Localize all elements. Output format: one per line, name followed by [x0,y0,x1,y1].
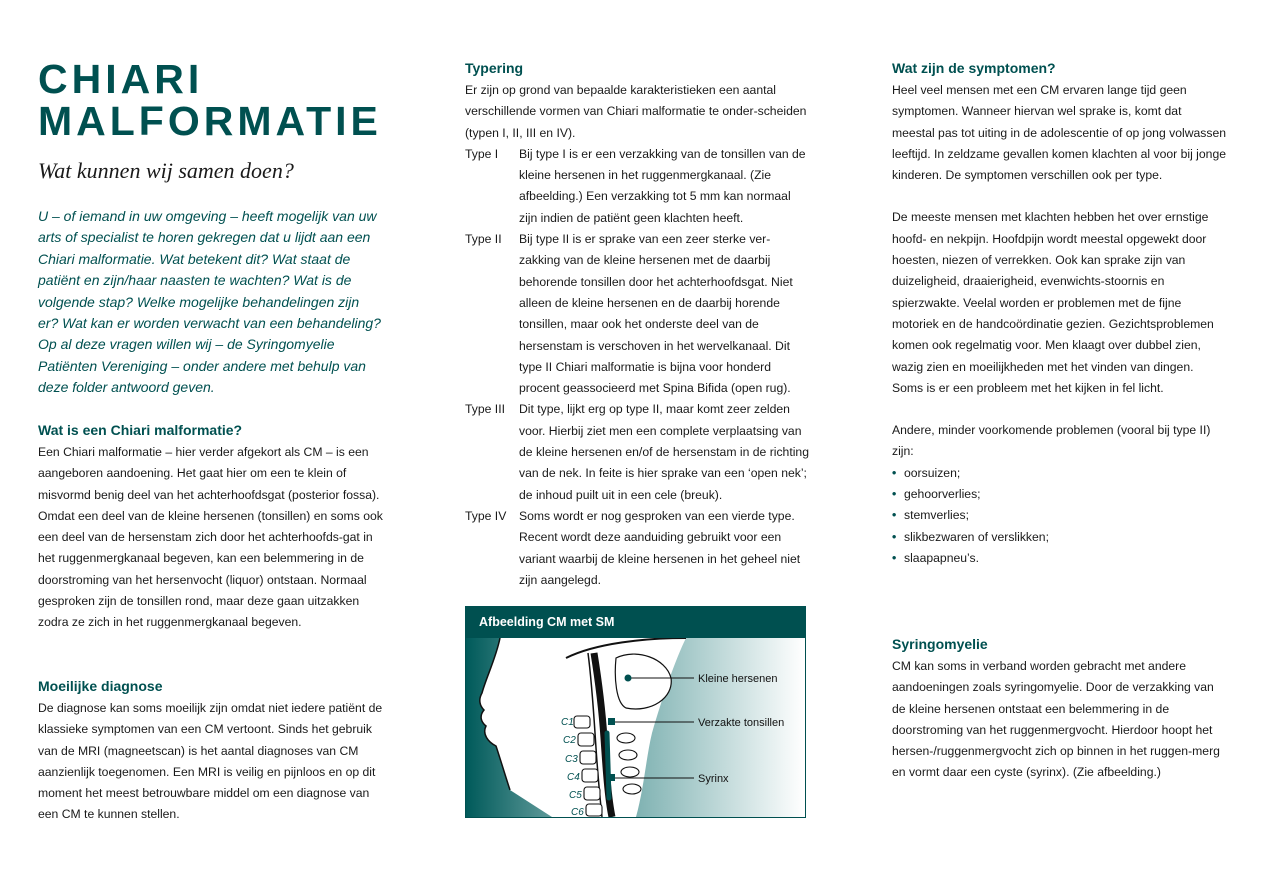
section-diagnosis [38,676,383,826]
section-heading: Wat zijn de symptomen? [892,60,1056,76]
list-item: • slaapapneu’s. [892,548,1227,569]
paragraph: CM kan soms in verband worden gebracht met andere aandoeningen zoals syringomyelie. Door de verzakking van de kleine hersenen ontstaat een belemmering in de doorstroming van het ruggenmergvocht. Hierdoor hoopt het hersen-/ruggenmergvocht zich op binnen in het ruggen-merg en vormt daar een cyste (syrinx). (Zie afbeelding.) [892,659,1220,780]
type-row [465,506,810,591]
label-vertebra: C3 [565,754,578,765]
list-item: • slikbezwaren of verslikken; [892,527,1227,548]
type-text: Dit type, lijkt erg op type II, maar komt zeer zelden voor. Hierbij ziet men een complete verplaatsing van de kleine hersenen en/of de hersenstam in de richting van de nek. In feite is hier sprake van een ‘open nek’; de inhoud puilt uit in een cele (breuk). [519,402,809,502]
type-row [465,229,810,399]
section-heading: Wat is een Chiari malformatie? [38,422,243,438]
paragraph: Er zijn op grond van bepaalde karakteristieken een aantal verschillende vormen van Chiari malformatie te onder-scheiden (typen I, II, III en IV). [465,83,807,140]
paragraph: De diagnose kan soms moeilijk zijn omdat niet iedere patiënt de klassieke symptomen van een CM vertoont. Sinds het gebruik van de MRI (magneetscan) is het aantal diagnoses van CM aanzienlijk toegenomen. Een MRI is veilig en pijnloos en op dit moment het meest betrouwbare middel om een diagnose van een CM te kunnen stellen. [38,701,383,822]
label-vertebra: C2 [563,735,576,746]
type-label: Type IV [465,508,507,523]
type-row [465,399,810,505]
title-line-2: MALFORMATIE [38,98,382,144]
figure-cm-sm [465,606,806,818]
section-heading: Syringomyelie [892,636,988,652]
section-heading: Typering [465,60,524,76]
paragraph: Omdat een deel van de kleine hersenen (tonsillen) en soms ook een deel van de hersenstam zich door het achterhoofds-gat in het ruggenmergkanaal begeven, kan een belemmering in de doorstroming van het hersenvocht (liquor) ontstaan. Normaal gesproken zijn de tonsillen rond, maar deze gaan uitzakken zodra ze zich in het ruggenmergkanaal begeven. [38,508,383,630]
paragraph: Een Chiari malformatie – hier verder afgekort als CM – is een aangeboren aandoening. Het gaat hier om een te klein of misvormd benig deel van het achterhoofdsgat (posterior fossa). [38,445,380,502]
type-text: Bij type II is er sprake van een zeer sterke ver-zakking van de kleine hersenen met de daarbij behorende tonsillen door het achterhoofdsgat. Niet alleen de kleine hersenen en de daarbij horende tonsillen, maar ook het onderste deel van de hersenstam is verschoven in het wervelkanaal. Dit type II Chiari malformatie is bijna voor honderd procent geassocieerd met Spina Bifida (open rug). [519,232,793,396]
page-title [38,58,382,142]
label-syrinx: Syrinx [698,773,729,785]
label-vertebra: C1 [561,717,574,728]
list-item: • oorsuizen; [892,463,1227,484]
type-label: Type II [465,232,502,247]
label-vertebra: C6 [571,807,584,817]
symptom-list [892,463,1227,569]
section-syringomyelie [892,634,1227,784]
anatomy-illustration [466,638,804,817]
section-what-is [38,420,383,634]
paragraph: De meeste mensen met klachten hebben het over ernstige hoofd- en nekpijn. Hoofdpijn wordt meestal opgewekt door hoesten, niezen of verrekken. Ook kan sprake zijn van duizeligheid, draaierigheid, evenwichts-stoornis en spierzwakte. Veelal worden er problemen met de fijne motoriek en de handcoördinatie gezien. Gezichtsproblemen komen ook regelmatig voor. Men klaagt over dubbel zien, wazig zien en moeilijkheden met het vinden van dingen. Soms is er een probleem met het kijken in fel licht. [892,210,1214,395]
label-vertebra: C4 [567,772,580,783]
marker-dot [625,675,632,682]
subtitle: Wat kunnen wij samen doen? [38,158,294,183]
type-label: Type III [465,402,505,417]
section-heading: Moeilijke diagnose [38,678,163,694]
paragraph: Heel veel mensen met een CM ervaren lange tijd geen symptomen. Wanneer hiervan wel sprake is, komt dat meestal pas tot uiting in de adolescentie of op jong volwassen leeftijd. In zeldzame gevallen komen klachten al voor bij jonge kinderen. De symptomen verschillen ook per type. [892,83,1227,183]
syrinx [607,733,609,798]
label-kleine-hersenen: Kleine hersenen [698,673,778,685]
type-text: Bij type I is er een verzakking van de tonsillen van de kleine hersenen in het ruggenmergkanaal. (Zie afbeelding.) Een verzakking tot 5 mm kan normaal zijn indien de patiënt geen klachten heeft. [519,146,806,225]
paragraph: Andere, minder voorkomende problemen (vooral bij type II) zijn: [892,423,1211,459]
list-item: • gehoorverlies; [892,484,1227,505]
face-region [466,638,552,817]
section-typering [465,58,810,591]
type-row [465,144,810,229]
intro-text: U – of iemand in uw omgeving – heeft mogelijk van uw arts of specialist te horen gekregen dat u lijdt aan een Chiari malformatie. Wat betekent dit? Wat staat de patiënt en zijn/haar naasten te wachten? Wat is de volgende stap? Welke mogelijke behandelingen zijn er? Wat kan er worden verwacht van een behandeling? Op al deze vragen willen wij – de Syringomyelie Patiënten Vereniging – onder andere met behulp van deze folder antwoord geven. [38,208,381,396]
figure-caption: Afbeelding CM met SM [466,607,805,638]
section-symptoms [892,58,1227,569]
title-line-1: CHIARI [38,56,204,102]
marker-square [608,774,615,781]
type-label: Type I [465,146,499,161]
label-verzakte-tonsillen: Verzakte tonsillen [698,717,785,729]
list-item: • stemverlies; [892,505,1227,526]
type-text: Soms wordt er nog gesproken van een vierde type. Recent wordt deze aanduiding gebruikt voor een variant waarbij de kleine hersenen in het geheel niet zijn aangelegd. [519,508,801,587]
marker-square [608,718,615,725]
label-vertebra: C5 [569,790,582,801]
